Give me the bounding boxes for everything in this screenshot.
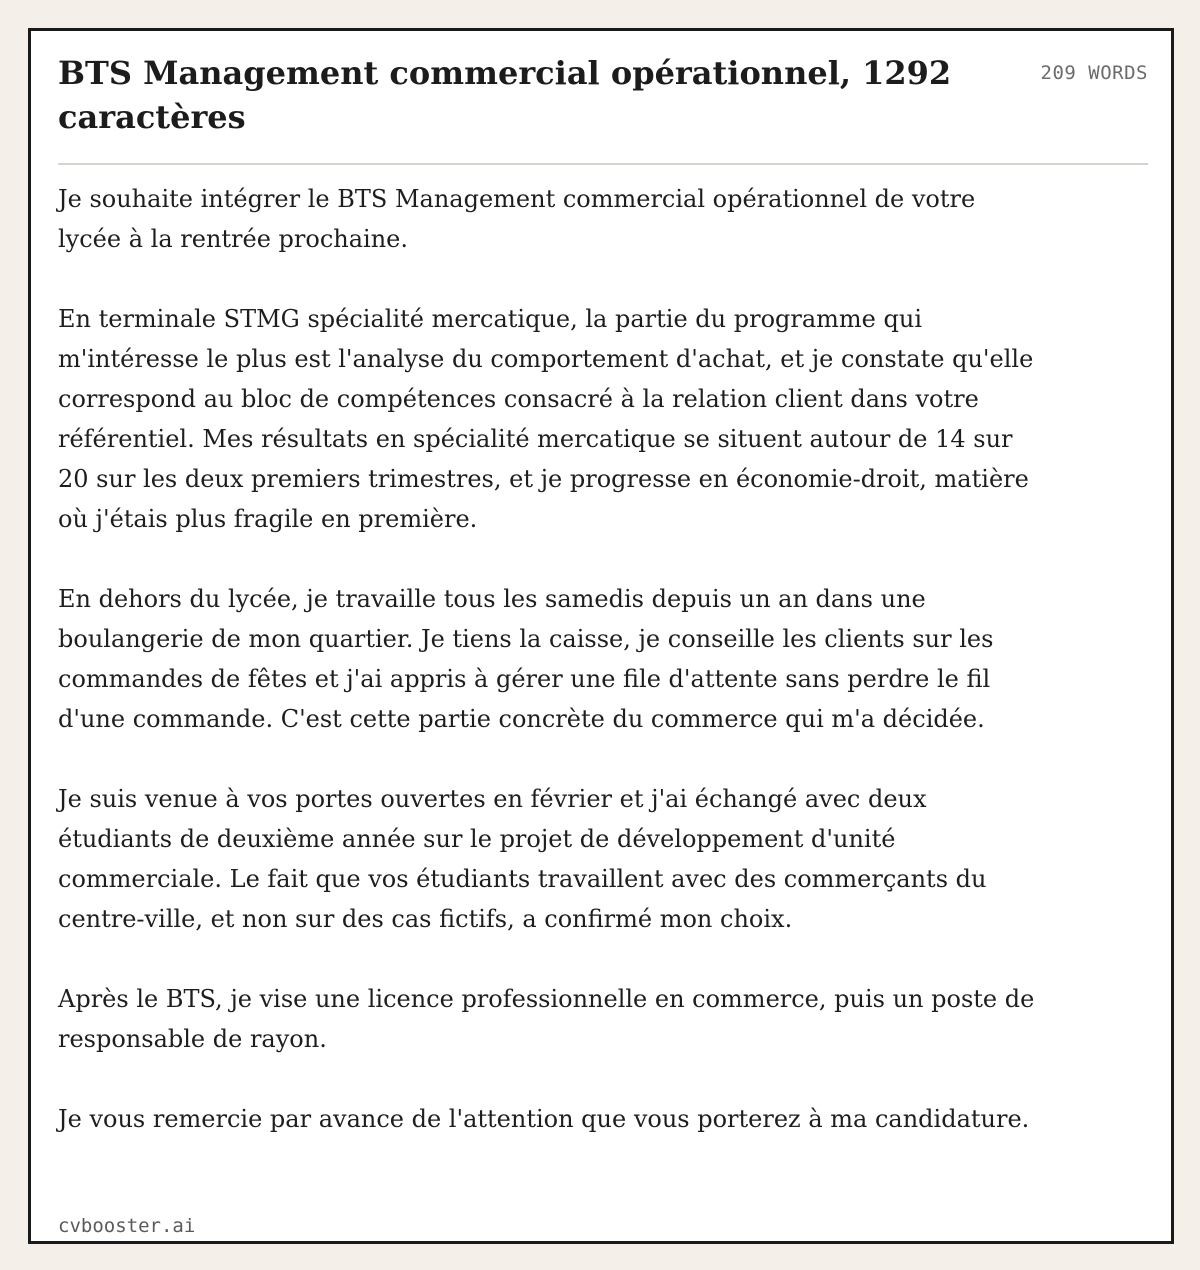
paragraph-studies: En terminale STMG spécialité mercatique, la partie du programme qui m'intéresse le plus est l'analyse du comportement d'achat, et je constate qu'elle correspond au bloc de compétences consacré à la relation client dans votre référentiel. Mes résultats en spécialité mercatique se situent autour de 14 sur 20 sur les deux premiers trimestres, et je progresse en économie-droit, matière où j'étais plus fragile en première. (58, 305, 1034, 533)
document-card (28, 28, 1174, 1244)
paragraph-motivation: Je suis venue à vos portes ouvertes en février et j'ai échangé avec deux étudiants de deuxième année sur le projet de développement d'unité commerciale. Le fait que vos étudiants travaillent avec des commerçants du centre-ville, et non sur des cas fictifs, a confirmé mon choix. (58, 785, 987, 933)
paragraph-project: Après le BTS, je vise une licence professionnelle en commerce, puis un poste de responsable de rayon. (58, 985, 1035, 1053)
letter-body (58, 179, 1038, 1139)
document-header (58, 51, 1148, 165)
paragraph-experience: En dehors du lycée, je travaille tous les samedis depuis un an dans une boulangerie de mon quartier. Je tiens la caisse, je conseille les clients sur les commandes de fêtes et j'ai appris à gérer une file d'attente sans perdre le fil d'une commande. C'est cette partie concrète du commerce qui m'a décidée. (58, 585, 994, 733)
word-count-label: 209 WORDS (1040, 62, 1148, 84)
paragraph-closing: Je vous remercie par avance de l'attention que vous porterez à ma candidature. (58, 1105, 1030, 1133)
document-title: BTS Management commercial opérationnel, 1292 caractères (58, 54, 952, 136)
paragraph-intro: Je souhaite intégrer le BTS Management commercial opérationnel de votre lycée à la rentrée prochaine. (58, 185, 976, 253)
brand-watermark: cvbooster.ai (58, 1215, 196, 1237)
